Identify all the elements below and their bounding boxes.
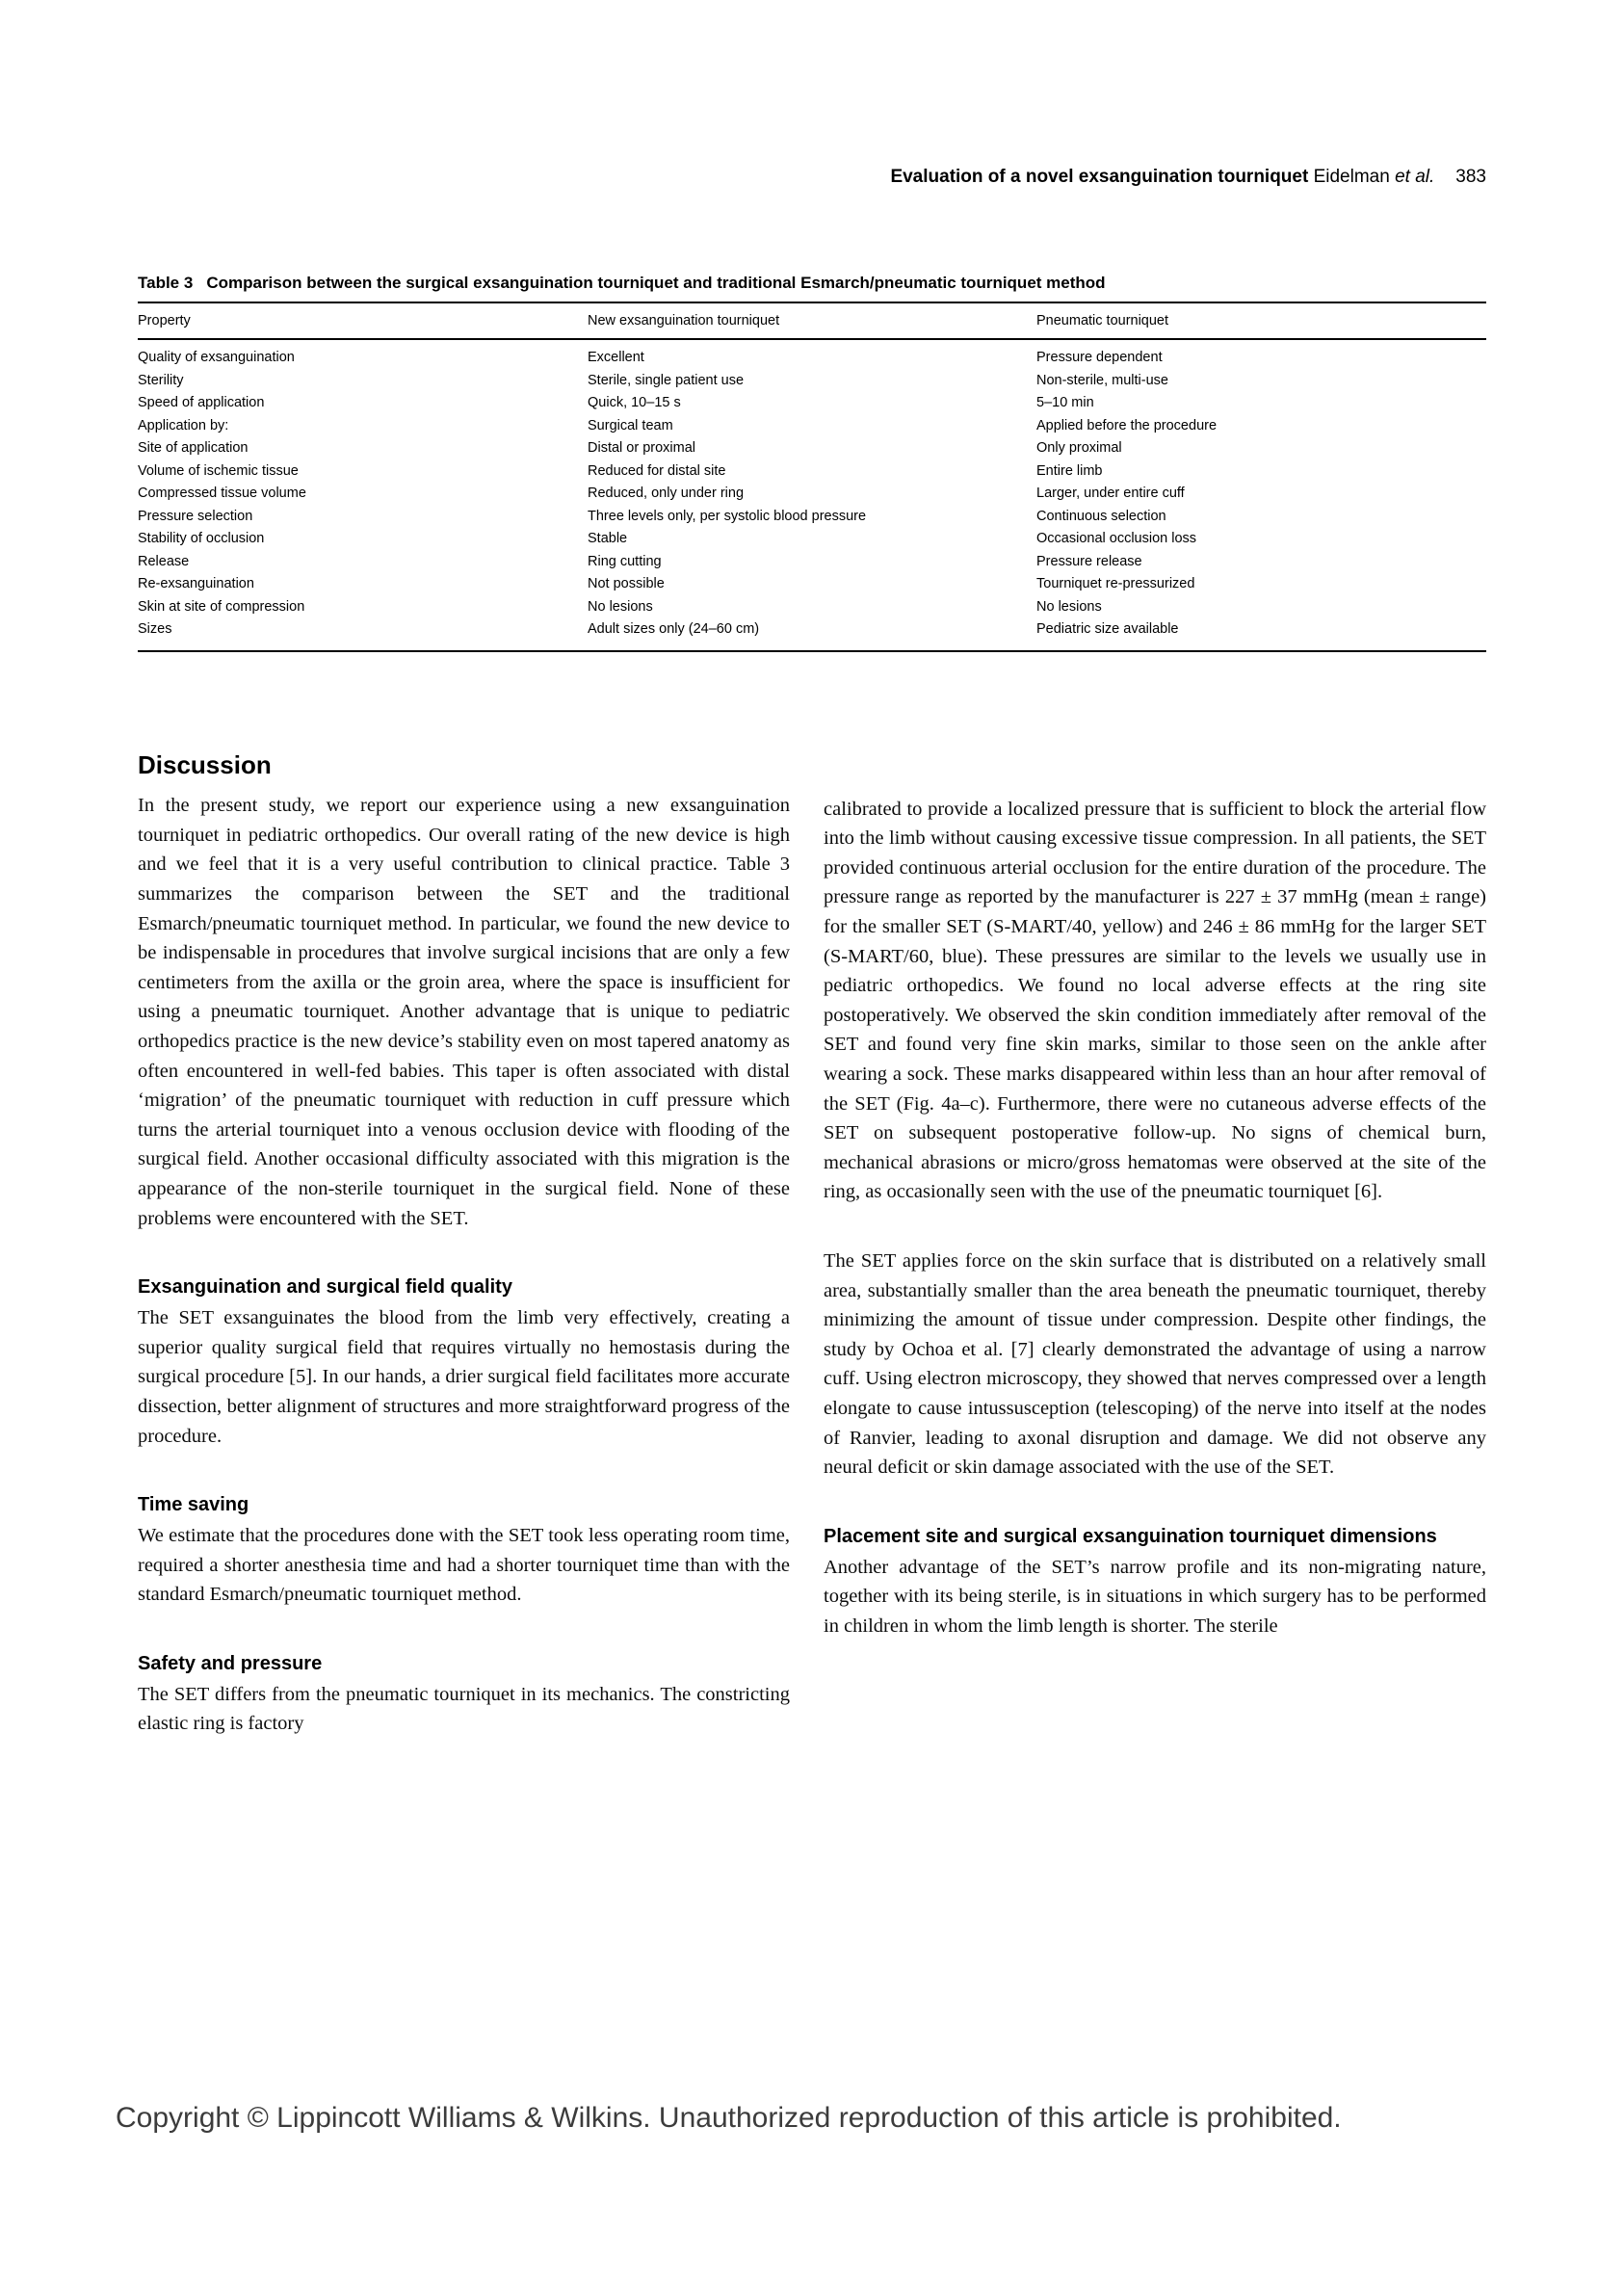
table-cell: Skin at site of compression bbox=[138, 598, 305, 615]
discussion-section bbox=[138, 751, 1486, 1739]
table-cell: Not possible bbox=[588, 576, 665, 592]
section-heading-discussion: Discussion bbox=[138, 749, 272, 779]
page-number: 383 bbox=[1455, 167, 1486, 187]
subsection-heading-placement-site: Placement site and surgical exsanguination tourniquet dimensions bbox=[824, 1525, 1437, 1547]
subsection-heading-safety-pressure: Safety and pressure bbox=[138, 1652, 323, 1674]
text-column-left bbox=[138, 751, 790, 1739]
table-cell: Continuous selection bbox=[1036, 508, 1166, 524]
table-cell: Adult sizes only (24–60 cm) bbox=[588, 621, 760, 638]
table-cell: No lesions bbox=[588, 598, 653, 615]
paragraph-safety-pressure: The SET differs from the pneumatic tourniquet in its mechanics. The constricting elastic ring is factory bbox=[138, 1683, 790, 1735]
table-cell: Sterile, single patient use bbox=[588, 372, 745, 388]
column-header-pneumatic: Pneumatic tourniquet bbox=[1036, 302, 1486, 339]
table-row bbox=[138, 596, 1486, 619]
column-header-new-tourniquet: New exsanguination tourniquet bbox=[588, 302, 1036, 339]
table-cell: Application by: bbox=[138, 417, 229, 433]
table-caption-text: Comparison between the surgical exsanguination tourniquet and traditional Esmarch/pneumatic tourniquet method bbox=[206, 273, 1106, 292]
paragraph-placement-site: Another advantage of the SET’s narrow profile and its non-migrating nature, together with its being sterile, is in situations in which surgery has to be performed in children in whom the limb length is shorter. The sterile bbox=[824, 1556, 1486, 1637]
table-cell: Tourniquet re-pressurized bbox=[1036, 576, 1195, 592]
table-cell: Sterility bbox=[138, 372, 184, 388]
paragraph-time-saving: We estimate that the procedures done with the SET took less operating room time, required a shorter anesthesia time and had a shorter tourniquet time than with the standard Esmarch/pneumatic tourniquet method. bbox=[138, 1525, 790, 1606]
table-cell: Release bbox=[138, 553, 190, 569]
table-cell: Applied before the procedure bbox=[1036, 417, 1218, 433]
table-cell: Entire limb bbox=[1036, 462, 1103, 479]
table-cell: Three levels only, per systolic blood pressure bbox=[588, 508, 867, 524]
table-row bbox=[138, 618, 1486, 651]
table-cell: Pressure release bbox=[1036, 553, 1142, 569]
table-cell: Reduced for distal site bbox=[588, 462, 726, 479]
table-row bbox=[138, 506, 1486, 529]
table-row bbox=[138, 460, 1486, 484]
running-head-title: Evaluation of a novel exsanguination tourniquet bbox=[890, 167, 1309, 187]
table-cell: Ring cutting bbox=[588, 553, 662, 569]
table-cell: Excellent bbox=[588, 350, 644, 366]
table-cell: Reduced, only under ring bbox=[588, 486, 745, 502]
table-row bbox=[138, 483, 1486, 506]
table-cell: Larger, under entire cuff bbox=[1036, 486, 1185, 502]
table-cell: Pressure dependent bbox=[1036, 350, 1163, 366]
table-row bbox=[138, 392, 1486, 415]
footer-copyright: Copyright © Lippincott Williams & Wilkins. Unauthorized reproduction of this article is prohibited. bbox=[116, 2102, 1342, 2134]
table-cell: Quick, 10–15 s bbox=[588, 395, 681, 411]
table-body bbox=[138, 339, 1486, 651]
table-cell: Pressure selection bbox=[138, 508, 253, 524]
table-cell: Compressed tissue volume bbox=[138, 486, 306, 502]
table-cell: No lesions bbox=[1036, 598, 1102, 615]
table-row bbox=[138, 528, 1486, 551]
column-header-property: Property bbox=[138, 302, 588, 339]
table-cell: Stability of occlusion bbox=[138, 531, 265, 547]
paragraph-exsanguination-quality: The SET exsanguinates the blood from the limb very effectively, creating a superior quality surgical field that requires virtually no hemostasis during the surgical procedure [5]. In our hands, a drier surgical field facilitates more accurate dissection, better alignment of structures and more straightforward progress of the procedure. bbox=[138, 1307, 790, 1447]
text-column-right bbox=[824, 751, 1486, 1739]
paragraph-pressure-calibration: calibrated to provide a localized pressure that is sufficient to block the arterial flow into the limb without causing excessive tissue compression. In all patients, the SET provided continuous arterial occlusion for the entire duration of the procedure. The pressure range as reported by the manufacturer is 227 ± 37 mmHg (mean ± range) for the smaller SET (S-MART/40, yellow) and 246 ± 86 mmHg for the larger SET (S-MART/60, blue). These pressures are similar to the levels we usually use in pediatric orthopedics. We found no local adverse effects at the ring site postoperatively. We observed the skin condition immediately after removal of the SET and found very fine skin marks, similar to those seen on the ankle after wearing a sock. These marks disappeared within less than an hour after removal of the SET (Fig. 4a–c). Furthermore, there were no cutaneous adverse effects of the SET on subsequent postoperative follow-up. No signs of chemical burn, mechanical abrasions or micro/gross hematomas were observed at the site of the ring, as occasionally seen with the use of the pneumatic tourniquet [6]. bbox=[824, 798, 1486, 1203]
subsection-heading-time-saving: Time saving bbox=[138, 1494, 249, 1516]
table-cell: Quality of exsanguination bbox=[138, 350, 295, 366]
table-header-row bbox=[138, 302, 1486, 339]
table-cell: Pediatric size available bbox=[1036, 621, 1179, 638]
table-cell: Distal or proximal bbox=[588, 440, 695, 457]
table-row bbox=[138, 551, 1486, 574]
table-cell: Stable bbox=[588, 531, 628, 547]
table-label: Table 3 bbox=[138, 273, 194, 292]
table-row bbox=[138, 573, 1486, 596]
table-cell: Only proximal bbox=[1036, 440, 1122, 457]
table-cell: Volume of ischemic tissue bbox=[138, 462, 299, 479]
table-row bbox=[138, 415, 1486, 438]
table-row bbox=[138, 370, 1486, 393]
table-cell: Surgical team bbox=[588, 417, 673, 433]
running-head-authors: Eidelman bbox=[1308, 167, 1396, 187]
running-head bbox=[138, 166, 1486, 189]
table-row bbox=[138, 437, 1486, 460]
paragraph-skin-surface-force: The SET applies force on the skin surface that is distributed on a relatively small area, substantially smaller than the area beneath the pneumatic tourniquet, thereby minimizing the amount of tissue under compression. Despite other findings, the study by Ochoa et al. [7] clearly demonstrated the advantage of using a narrow cuff. Using electron microscopy, they showed that nerves compressed over a length elongate to cause intussusception (telescoping) of the nerve into itself at the nodes of Ranvier, leading to axonal disruption and damage. We did not observe any neural deficit or skin damage associated with the use of the SET. bbox=[824, 1249, 1486, 1479]
table-cell: 5–10 min bbox=[1036, 395, 1094, 411]
comparison-table bbox=[138, 302, 1486, 652]
subsection-heading-exsanguination-quality: Exsanguination and surgical field quality bbox=[138, 1276, 512, 1299]
table-caption bbox=[138, 274, 1486, 293]
table-cell: Site of application bbox=[138, 440, 249, 457]
paragraph-discussion-intro: In the present study, we report our experience using a new exsanguination tourniquet in pediatric orthopedics. Our overall rating of the new device is high and we feel that it is a very useful contribution to clinical practice. Table 3 summarizes the comparison between the SET and the traditional Esmarch/pneumatic tourniquet method. In particular, we found the new device to be indispensable in procedures that involve surgical incisions that are only a few centimeters from the axilla or the groin area, where the space is insufficient for using a pneumatic tourniquet. Another advantage that is unique to pediatric orthopedics practice is the new device’s stability even on most tapered anatomy as often encountered in well-fed babies. This taper is often associated with distal ‘migration’ of the pneumatic tourniquet with reduction in cuff pressure which turns the arterial tourniquet into a venous occlusion device with flooding of the surgical field. Another occasional difficulty associated with this migration is the appearance of the non-sterile tourniquet in the surgical field. None of these problems were encountered with the SET. bbox=[138, 795, 790, 1229]
table-cell: Re-exsanguination bbox=[138, 576, 254, 592]
table-cell: Speed of application bbox=[138, 395, 265, 411]
table-cell: Sizes bbox=[138, 621, 172, 638]
table-cell: Non-sterile, multi-use bbox=[1036, 372, 1168, 388]
table-row bbox=[138, 339, 1486, 370]
running-head-etal: et al. bbox=[1395, 167, 1435, 187]
table-cell: Occasional occlusion loss bbox=[1036, 531, 1197, 547]
